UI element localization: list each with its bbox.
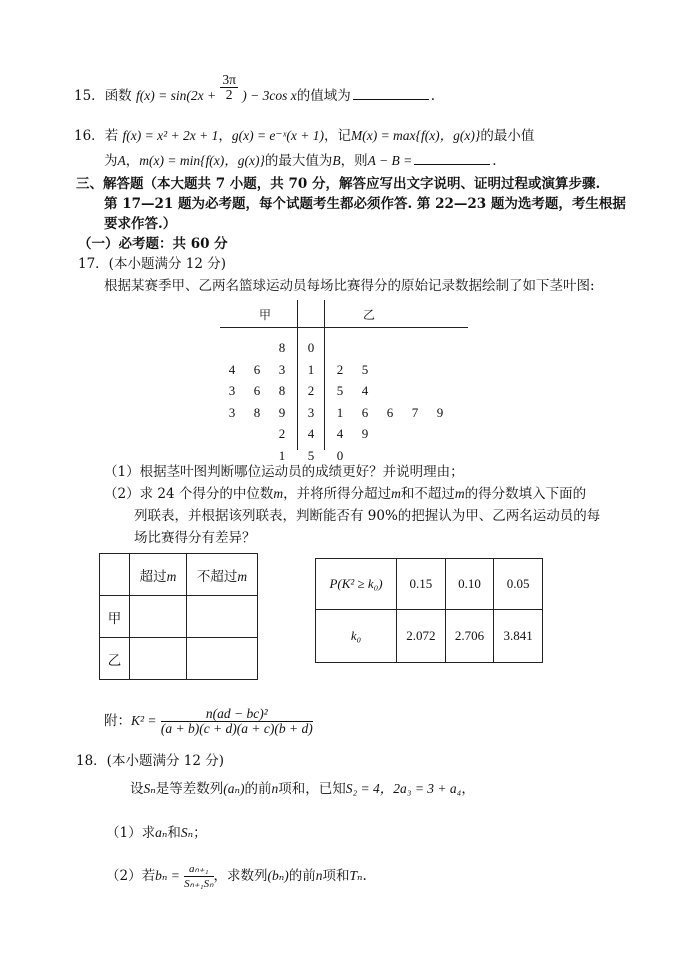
stem-leaf-right-leaf: 5: [336, 383, 344, 398]
critical-k-value: 2.072: [397, 610, 446, 663]
q17-heading: 17．(本小题满分 12 分): [78, 256, 226, 272]
stem-leaf-stem: 4: [307, 426, 315, 441]
q17-description: 根据某赛季甲、乙两名篮球运动员每场比赛得分的原始记录数据绘制了如下茎叶图:: [104, 278, 595, 294]
q17-formula: 附：K² = $\frac{\text{n(ad − bc)²}}{(a + b)(c + d)(a + c)(b + d)}$: [104, 706, 313, 736]
q15-tail: ) − 3cos x: [242, 88, 297, 103]
stem-leaf-right-leaf: 4: [336, 426, 344, 441]
critical-k-label: k₀: [316, 610, 397, 663]
stem-leaf-stem: 1: [307, 361, 315, 377]
stem-leaf-right-leaf: 5: [361, 361, 369, 377]
critical-prob-value: 0.05: [494, 559, 543, 610]
stem-leaf-right-label: 乙: [362, 308, 375, 322]
stem-leaf-stem: 5: [307, 447, 315, 463]
stem-leaf-divider-right: [324, 300, 325, 450]
section-compulsory-heading: （一）必考题：共 60 分: [78, 236, 228, 252]
stem-leaf-right-leaf: 4: [361, 383, 369, 398]
stem-leaf-stem: 2: [307, 383, 315, 398]
critical-prob-value: 0.15: [397, 559, 446, 610]
stem-leaf-divider-left: [297, 300, 298, 450]
stem-leaf-left-leaf: 9: [278, 404, 286, 420]
stem-leaf-header-rule: [220, 327, 468, 328]
stem-leaf-right-leaf: 6: [386, 404, 394, 420]
stem-leaf-right-leaf: 9: [436, 404, 444, 420]
question-15: 15．函数 f(x) = sin(2x + $\frac{3\pi}{2}$ ) − 3cos x的值域为 .: [74, 72, 435, 104]
critical-k-value: 2.706: [445, 610, 494, 663]
contingency-cell[interactable]: [187, 596, 258, 638]
q17-part2-line2: 列联表，并根据该列联表，判断能否有 90%的把握认为甲、乙两名运动员的每: [134, 508, 601, 524]
stem-leaf-right-leaf: 7: [411, 404, 419, 420]
q15-answer-blank[interactable]: [353, 86, 429, 100]
stem-leaf-right-leaf: 2: [336, 361, 344, 377]
contingency-header-over: 超过m: [130, 554, 187, 596]
bn-fraction: $\frac{\text{aₙ₊₁}}{\text{Sₙ₊₁Sₙ}}$: [184, 863, 214, 890]
contingency-row-yi: 乙: [100, 638, 130, 680]
critical-value-table: [315, 558, 543, 663]
stem-leaf-right-leaf: 9: [361, 426, 369, 441]
q16-M: M(x) = max{f(x)，g(x)}: [350, 128, 481, 143]
stem-leaf-left-leaf: 2: [278, 426, 286, 441]
q18-part2: （2）若bₙ = $\frac{\text{aₙ₊₁}}{\text{Sₙ₊₁Sₙ}}$ ，求数列(bₙ)的前n项和Tₙ.: [106, 863, 367, 890]
q17-part2: （2）求 24 个得分的中位数m，并将所得分超过m和不超过m的得分数填入下面的: [104, 486, 587, 502]
section-3-line3: 要求作答.）: [104, 216, 177, 232]
stem-leaf-left-leaf: 8: [278, 340, 286, 355]
contingency-cell[interactable]: [130, 596, 187, 638]
stem-leaf-left-leaf: 6: [253, 383, 261, 398]
contingency-row-jia: 甲: [100, 596, 130, 638]
q18-heading: 18．(本小题满分 12 分): [76, 753, 224, 769]
contingency-table: [99, 553, 258, 680]
q17-part2-line3: 场比赛得分有差异？: [134, 530, 256, 546]
q15-fraction: $\frac{3\pi}{2}$: [222, 72, 236, 102]
stem-leaf-left-leaf: 3: [228, 383, 236, 398]
critical-k-value: 3.841: [494, 610, 543, 663]
question-16: 16．若 f(x) = x² + 2x + 1，g(x) = e⁻ˣ(x + 1)，记M(x) = max{f(x)，g(x)}的最小值: [74, 128, 535, 144]
q15-text-a: 函数: [104, 88, 132, 104]
stem-leaf-right-leaf: 6: [361, 404, 369, 420]
stem-leaf-left-leaf: 3: [228, 404, 236, 420]
q16-m: m(x) = min{f(x)，g(x)}: [139, 153, 265, 168]
stem-leaf-left-leaf: 3: [278, 361, 286, 377]
stem-leaf-left-leaf: 6: [253, 361, 261, 377]
stem-leaf-stem: 3: [307, 404, 315, 420]
contingency-header-not-over: 不超过m: [187, 554, 258, 596]
stem-leaf-right-leaf: 1: [336, 404, 344, 420]
q15-text-b: 的值域为: [296, 88, 351, 104]
q15-number: 15．: [74, 88, 105, 104]
stem-leaf-stem: 0: [307, 340, 315, 355]
contingency-cell[interactable]: [187, 638, 258, 680]
q18-statement: 设Sₙ是等差数列(aₙ)的前n项和，已知S₂ = 4，2a₃ = 3 + a₄，: [130, 781, 475, 797]
stem-leaf-left-leaf: 8: [278, 383, 286, 398]
stem-leaf-left-leaf: 4: [228, 361, 236, 377]
stem-leaf-left-leaf: 1: [278, 447, 286, 463]
stem-leaf-right-leaf: 0: [336, 447, 344, 463]
section-3-line2: 第 17—21 题为必考题，每个试题考生都必须作答. 第 22—23 题为选考题，考生根据: [104, 196, 626, 212]
contingency-corner: [100, 554, 130, 596]
q18-part1: （1）求aₙ和Sₙ；: [106, 825, 207, 841]
k-squared-fraction: $\frac{\text{n(ad − bc)²}}{(a + b)(c + d)(a + c)(b + d)}$: [160, 706, 313, 736]
stem-leaf-plot: [220, 300, 470, 463]
contingency-cell[interactable]: [130, 638, 187, 680]
critical-prob-label: P(K² ≥ k₀): [316, 559, 397, 610]
stem-leaf-left-label: 甲: [258, 308, 271, 322]
q16-f: f(x) = x² + 2x + 1: [122, 128, 219, 143]
q16-g: g(x) = e⁻ˣ(x + 1): [231, 128, 324, 143]
stem-leaf-left-leaf: 8: [253, 404, 261, 420]
section-3-heading: 三、解答题（本大题共 7 小题，共 70 分，解答应写出文字说明、证明过程或演算步骤.: [76, 176, 601, 192]
q16-answer-blank[interactable]: [414, 151, 490, 165]
critical-prob-value: 0.10: [445, 559, 494, 610]
q15-function: f(x) = sin(2x +: [135, 88, 217, 103]
q17-part1: （1）根据茎叶图判断哪位运动员的成绩更好？并说明理由；: [104, 464, 464, 480]
question-16-line2: 为A，m(x) = min{f(x)，g(x)}的最大值为B，则A − B = .: [104, 153, 497, 169]
